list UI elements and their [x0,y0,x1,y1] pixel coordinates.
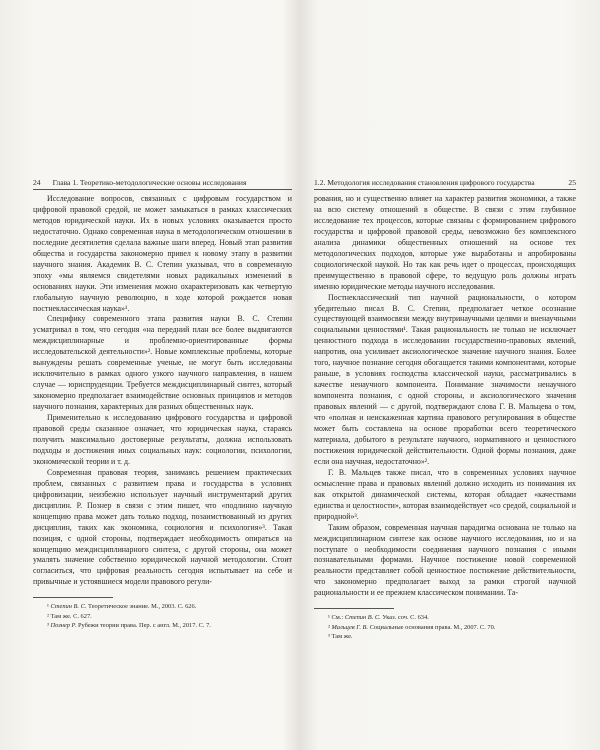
footnote-text: Теоретическое знание. М., 2003. С. 626. [86,603,197,611]
footnote-number: ¹ [328,614,332,622]
right-page [300,0,600,750]
page-number-right: 25 [568,178,576,187]
footnote [33,602,292,612]
footnote-number: ² [47,612,51,620]
footnote-text: Указ. соч. С. 634. [380,614,429,622]
footnote-author: Степин В. С. [50,603,87,611]
running-title-right: 1.2. Методология исследования становления цифрового государства [314,178,535,187]
footnote-number: ³ [47,622,51,630]
footnote-rule [33,597,113,598]
footnote-number: ¹ [47,603,51,611]
right-footnotes [314,604,576,642]
left-body-text [33,194,292,588]
footnote [314,613,576,623]
footnote [314,632,576,642]
footnote [33,612,292,622]
running-title-left: Глава 1. Теоретико-методологические основы исследования [52,178,247,187]
paragraph: Постнеклассический тип научной рациональности, о котором убедительно писал В. С. Степин, предполагает четкое осознание существующей взаимосвязи между внутринаучными целями и вненаучными социальными ценностями¹. Такая рациональность не только не исключает ценностного подхода в исследовании государственно-правовых явлений, напротив, она усиливает аксиологическое значение научного знания. Более того, научное познание сегодня обогащается такими компонентами, которые раньше, в условиях господства классической науки, рассматривались в качестве ненаучного компонента. Понимание значимости ненаучного компонента познания, с одной стороны, и аксиологического значения правовых явлений — с другой, подтверждают слова Г. В. Мальцева о том, что «полная и неискаженная картина правового регулирования в обществе может быть составлена на основе проработки всего теоретического материала, добытого в результате научного, нормативного и ценностного постижения юридической действительности. Одной формы познания, даже если она научная, недостаточно»². [314,292,576,466]
paragraph: Специфику современного этапа развития науки В. С. Степин усматривал в том, что сегодня «на передний план все более выдвигаются междисциплинарные и проблемно-ориентированные формы исследовательской деятельности»². Новые комплексные проблемы, которые вынуждены решать современные ученые, не могут быть исследованы исключительно в рамках одного узкого научного направления, в нашем случае — юриспруденции. Требуется междисциплинарный синтез, который закономерно предполагает взаимодействие основных принципов и методов научного познания, характерных для разных общественных наук. [33,314,292,412]
footnote-prefix: См.: [331,614,345,622]
footnote [33,621,292,631]
paragraph: Таким образом, современная научная парадигма основана не только на междисциплинарном синтезе как основе научного исследования, но и на поступате о необходимости соединения научного познания с иными познавательными формами. Научное постижение новой современной реальности представляет собой ценностное постижение действительности, что закономерно предполагает выход за рамки строгой научной рациональности и ее прежнем классическом понимании. Та- [314,522,576,598]
footnote-number: ³ [328,633,332,641]
paragraph: Исследование вопросов, связанных с цифровым государством и цифровой правовой средой, не может замыкаться в рамках классических методов юридической науки. Их в новых условиях оказывается просто недостаточно. Однако современная наука в методологическом отношении в последние десятилетия сделала важные шаги вперед. Новый этап развития общества и государства закономерно привел к новому этапу в развитии научного знания. Академик В. С. Степин указывал, что в современную эпоху «мы являемся свидетелями новых радикальных изменений в основаниях науки. Эти изменения можно охарактеризовать как четвертую глобальную научную революцию, в ходе которой рождается новая постнеклассическая наука»¹. [33,194,292,313]
footnote [314,623,576,633]
footnote-text: Рубежи теории права. Пер. с англ. М., 2017. С. 7. [76,622,211,630]
paragraph: Г. В. Мальцев также писал, что в современных условиях научное осмысление права и правовых явлений должно исходить из понимания их как открытой динамической системы, которая обладает «качествами единства и целостности», которая взаимодействует «со средой, социальной и природной»³. [314,467,576,521]
footnote-author: Познер Р. [50,622,77,630]
running-head-left [33,178,292,190]
footnote-text: Социальные основания права. М., 2007. С. 70. [368,623,496,631]
paragraph: рования, но и существенно влияет на характер развития экономики, а также на всю систему отношений в обществе. В связи с этим глубинное исследование тех процессов, которые связаны с формированием цифрового государства и цифровой правовой среды, невозможно без комплексного анализа динамики общественных отношений на основе тех методологических подходов, которые уже выработаны и апробированы социологической наукой. Но так как речь идет о процессах, происходящих преимущественно в правовой сфере, то ведущую роль должны играть именно юридические методы научного исследования. [314,194,576,291]
footnote-number: ² [328,623,332,631]
left-footnotes [33,593,292,631]
footnote-author: Мальцев Г. В. [331,623,369,631]
paragraph: Применительно к исследованию цифрового государства и цифровой правовой среды сказанное означает, что юридическая наука, стараясь получить максимально достоверные результаты, должна использовать подходы и достижения иных социальных наук: социологии, психологии, экономической теории и т. д. [33,413,292,466]
page-number-left: 24 [33,178,41,187]
running-head-right [314,178,576,190]
footnote-text: Там же. С. 627. [50,612,92,620]
footnote-rule [314,608,394,609]
footnote-author: Степин В. С. [344,614,381,622]
paragraph: Современная правовая теория, занимаясь решением практических проблем, связанных с развитием права и государства в условиях цифровизации, неизбежно использует научный инструментарий других дисциплин. Р. Познер в связи с этим пишет, что «подлинно научную концепцию права может дать только подход, позаимствованный из других дисциплин, таких как экономика, социология и психология»³. Такая позиция, с одной стороны, подтверждает необходимость опираться на концепцию междисциплинарного синтеза, с другой стороны, она может умалять значение собственно юридической научной методологии. Стоит согласиться, что цифровая реальность сегодня испытывает на себе и привычные и устоявшиеся модели правового регули- [33,467,292,587]
footnote-text: Там же. [331,633,353,641]
right-body-text [314,194,576,599]
